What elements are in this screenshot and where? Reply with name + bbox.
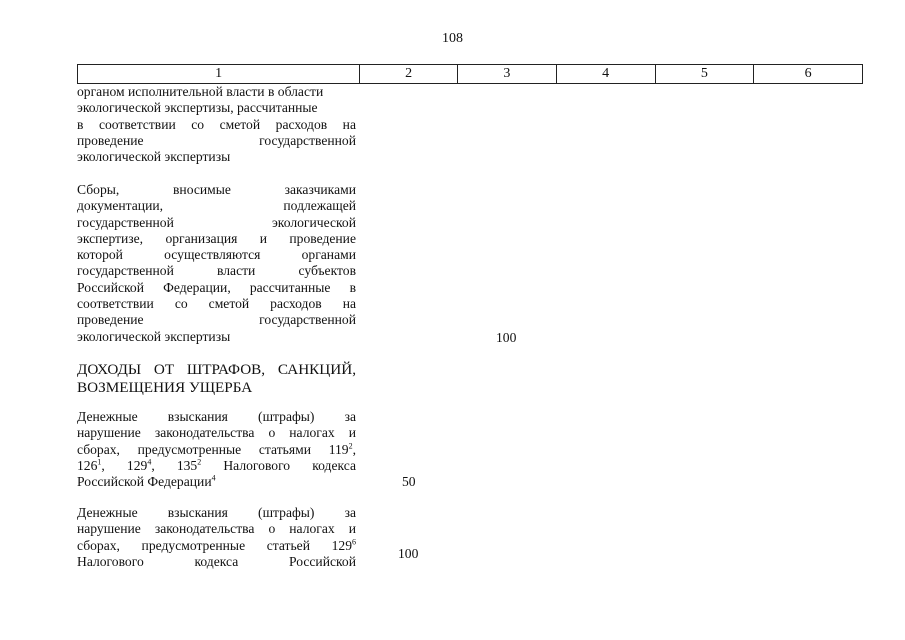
footnote-sup: 2: [348, 441, 353, 451]
text-line: нарушение законодательства о налогах и: [77, 521, 356, 537]
text-line: сборах, предусмотренные статьями $119^2$,: [77, 441, 356, 457]
text-line: органом исполнительной власти в области: [77, 84, 324, 99]
column-header-4: 4: [557, 65, 656, 83]
row-text-1: [77, 182, 356, 345]
text-line: $126^1$, $129^4$, $135^2$ Налогового кодекса: [77, 457, 357, 473]
text-line: документации, подлежащей: [77, 198, 356, 214]
text-line: проведение государственной: [77, 132, 356, 148]
table-header-row: [77, 64, 863, 84]
text-line: экологической экспертизы, рассчитанные: [77, 100, 318, 116]
row-text-4: [77, 505, 356, 570]
text-line: Сборы, вносимые заказчиками: [77, 182, 356, 197]
column-header-3: 3: [458, 65, 557, 83]
text-line: государственной экологической: [77, 214, 356, 230]
text-line: проведение государственной: [77, 312, 356, 328]
text-line: в соответствии со сметой расходов на: [77, 116, 356, 132]
text-line: Денежные взыскания (штрафы) за: [77, 409, 356, 424]
text-line: соответствии со сметой расходов на: [77, 296, 356, 312]
column-header-1: 1: [78, 65, 360, 83]
row-text-3: [77, 409, 356, 490]
text-line: экспертизе, организация и проведение: [77, 230, 356, 246]
page-number: 108: [442, 31, 463, 46]
text-line: нарушение законодательства о налогах и: [77, 425, 356, 441]
heading-line: ВОЗМЕЩЕНИЯ УЩЕРБА: [77, 379, 253, 396]
text-line: экологической экспертизы: [77, 328, 231, 344]
column-header-2: 2: [360, 65, 458, 83]
row-3-col2-value: 50: [402, 474, 416, 489]
text-line: экологической экспертизы: [77, 149, 231, 165]
row-1-col3-value: 100: [496, 330, 517, 345]
footnote-sup: 4: [211, 473, 216, 483]
row-4-col2-value: 100: [398, 546, 419, 561]
text-line: Денежные взыскания (штрафы) за: [77, 505, 356, 520]
text-line: Налогового кодекса Российской: [77, 553, 356, 569]
text-line: Российской Федерации, рассчитанные в: [77, 279, 356, 295]
text-line: сборах, предусмотренные статьей $129^6$: [77, 537, 356, 553]
text-line: Российской Федерации$^4$: [77, 473, 216, 490]
column-header-5: 5: [656, 65, 755, 83]
column-header-6: 6: [804, 66, 812, 81]
heading-line: ДОХОДЫ ОТ ШТРАФОВ, САНКЦИЙ,: [77, 361, 356, 378]
row-text-0: [77, 84, 356, 165]
footnote-sup: 6: [352, 537, 356, 547]
text-line: государственной власти субъектов: [77, 263, 356, 279]
text-line: которой осуществляются органами: [77, 247, 356, 263]
section-heading: [77, 361, 356, 397]
